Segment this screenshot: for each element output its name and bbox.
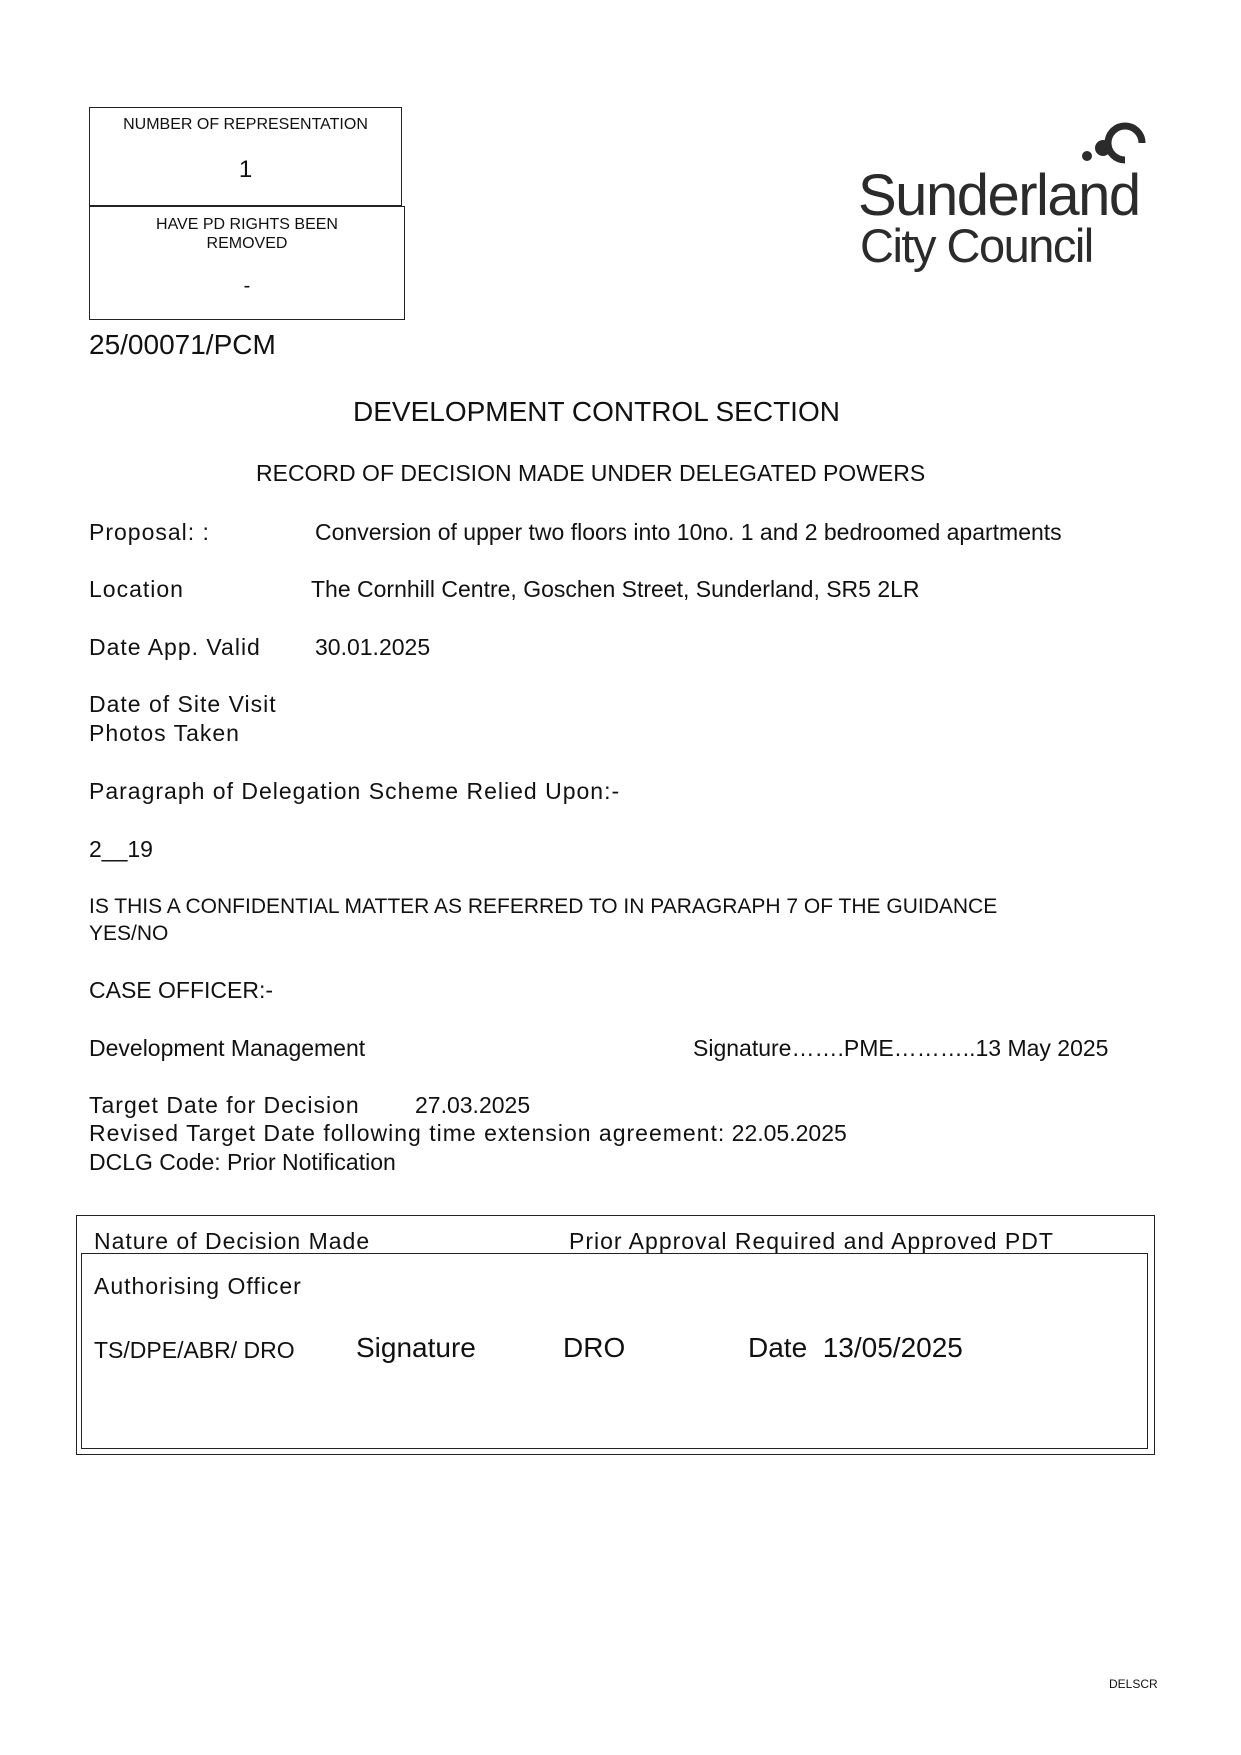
logo-text-city-council: City Council — [860, 219, 1093, 272]
delegation-label: Paragraph of Delegation Scheme Relied Upon:- — [89, 778, 621, 804]
pd-rights-label-line2: REMOVED — [206, 235, 288, 252]
confidential-yes-no: YES/NO — [89, 922, 169, 945]
dclg-code: DCLG Code: Prior Notification — [89, 1149, 396, 1175]
delegation-value: 2__19 — [89, 836, 153, 862]
date-valid-value: 30.01.2025 — [315, 634, 431, 660]
case-officer-label: CASE OFFICER:- — [89, 977, 274, 1003]
nature-of-decision-value: Prior Approval Required and Approved PDT — [569, 1228, 1054, 1254]
authorising-officers: TS/DPE/ABR/ DRO — [94, 1337, 295, 1363]
authorising-officer-label: Authorising Officer — [94, 1273, 302, 1299]
pd-rights-value: - — [243, 275, 251, 297]
proposal-value: Conversion of upper two floors into 10no. 1 and 2 bedroomed apartments — [315, 519, 1062, 545]
signature-label: Signature — [356, 1332, 476, 1363]
page-subtitle: RECORD OF DECISION MADE UNDER DELEGATED POWERS — [256, 460, 926, 486]
location-value: The Cornhill Centre, Goschen Street, Sunderland, SR5 2LR — [311, 576, 920, 602]
signature-value: DRO — [563, 1332, 626, 1363]
case-officer-signature: Signature…….PME………..13 May 2025 — [693, 1035, 1109, 1061]
target-date-value: 27.03.2025 — [415, 1092, 531, 1118]
representation-label: NUMBER OF REPRESENTATION — [123, 116, 368, 133]
logo-text-sunderland: Sunderland — [858, 163, 1140, 228]
date-label: Date — [748, 1332, 808, 1363]
case-officer-team: Development Management — [89, 1035, 366, 1061]
nature-of-decision-label: Nature of Decision Made — [94, 1228, 371, 1254]
target-date-label: Target Date for Decision — [89, 1092, 360, 1118]
reference-number: 25/00071/PCM — [89, 329, 276, 360]
pd-rights-box — [89, 206, 405, 320]
authorising-section — [81, 1253, 1148, 1449]
date-value: 13/05/2025 — [822, 1332, 963, 1363]
footer-code: DELSCR — [1109, 1677, 1158, 1691]
page-title: DEVELOPMENT CONTROL SECTION — [353, 396, 840, 427]
council-logo — [858, 112, 1158, 272]
representation-value: 1 — [238, 156, 253, 183]
location-label: Location — [89, 576, 184, 602]
revised-target-value: 22.05.2025 — [731, 1120, 847, 1146]
confidential-question: IS THIS A CONFIDENTIAL MATTER AS REFERRED TO IN PARAGRAPH 7 OF THE GUIDANCE — [89, 895, 998, 918]
date-valid-label: Date App. Valid — [89, 634, 261, 660]
representation-box — [89, 107, 402, 206]
pd-rights-label-line1: HAVE PD RIGHTS BEEN — [156, 216, 338, 233]
photos-taken-label: Photos Taken — [89, 720, 240, 746]
revised-target-label: Revised Target Date following time extension agreement: — [89, 1120, 726, 1146]
proposal-label: Proposal: : — [89, 519, 210, 545]
site-visit-label: Date of Site Visit — [89, 691, 277, 717]
decision-box — [76, 1215, 1155, 1455]
